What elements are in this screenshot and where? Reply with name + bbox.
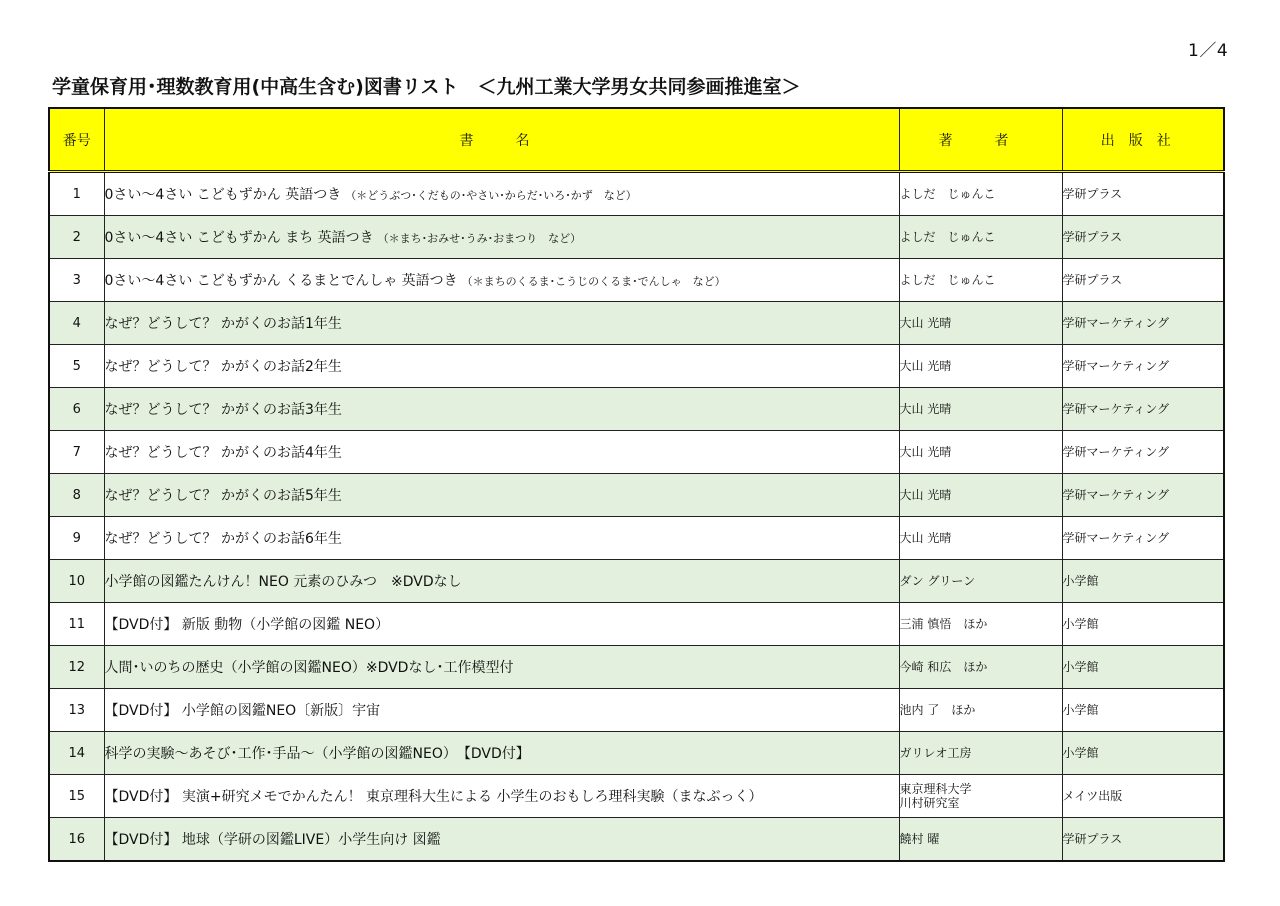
row-number: 15	[49, 775, 104, 818]
book-title-cell	[104, 474, 899, 517]
table-row	[49, 689, 1224, 732]
table-row	[49, 216, 1224, 259]
row-number: 1	[49, 172, 104, 216]
author-name: 大山 光晴	[899, 359, 952, 373]
book-title: 【DVD付】 実演+研究メモでかんたん！ 東京理科大生による 小学生のおもしろ理科実験（まなぶっく）	[104, 789, 763, 805]
author-cell	[899, 302, 1062, 345]
publisher-cell: 学研プラス	[1062, 259, 1224, 302]
table-row	[49, 172, 1224, 216]
book-title-cell	[104, 646, 899, 689]
row-number: 16	[49, 818, 104, 862]
publisher-cell: メイツ出版	[1062, 775, 1224, 818]
book-title-cell	[104, 560, 899, 603]
book-title: 0さい～4さい こどもずかん くるまとでんしゃ 英語つき	[104, 273, 458, 289]
header-title: 書 名	[104, 108, 899, 172]
author-name: ダン グリーン	[899, 574, 976, 588]
author-name: 大山 光晴	[899, 445, 952, 459]
author-cell	[899, 431, 1062, 474]
table-row	[49, 818, 1224, 862]
publisher-cell: 学研プラス	[1062, 216, 1224, 259]
table-row	[49, 603, 1224, 646]
book-subtitle-note: （＊まち･おみせ･うみ･おまつり など）	[377, 232, 582, 245]
row-number: 8	[49, 474, 104, 517]
book-subtitle-note: （＊まちのくるま･こうじのくるま･でんしゃ など）	[461, 275, 726, 288]
publisher-cell: 学研プラス	[1062, 818, 1224, 862]
author-name: 今崎 和広 ほか	[899, 660, 988, 674]
book-title-cell	[104, 689, 899, 732]
row-number: 9	[49, 517, 104, 560]
author-cell	[899, 732, 1062, 775]
row-number: 7	[49, 431, 104, 474]
publisher-cell: 小学館	[1062, 689, 1224, 732]
book-title-cell	[104, 216, 899, 259]
book-title: 0さい～4さい こどもずかん 英語つき	[104, 187, 342, 203]
author-cell	[899, 646, 1062, 689]
row-number: 13	[49, 689, 104, 732]
author-cell	[899, 775, 1062, 818]
book-title-cell	[104, 732, 899, 775]
publisher-cell: 学研マーケティング	[1062, 388, 1224, 431]
publisher-cell: 小学館	[1062, 603, 1224, 646]
author-name: 大山 光晴	[899, 488, 952, 502]
table-row	[49, 732, 1224, 775]
book-title-cell	[104, 345, 899, 388]
author-name: 池内 了 ほか	[899, 703, 976, 717]
book-title: なぜ？どうして？ かがくのお話1年生	[104, 316, 342, 332]
author-name: よしだ じゅんこ	[899, 230, 996, 244]
row-number: 5	[49, 345, 104, 388]
table-row	[49, 302, 1224, 345]
author-cell	[899, 689, 1062, 732]
table-row	[49, 345, 1224, 388]
publisher-cell: 学研マーケティング	[1062, 345, 1224, 388]
table-row	[49, 517, 1224, 560]
book-title: なぜ？どうして？ かがくのお話6年生	[104, 531, 342, 547]
book-title: 科学の実験～あそび･工作･手品～（小学館の図鑑NEO） 【DVD付】	[104, 746, 530, 762]
book-title-cell	[104, 431, 899, 474]
publisher-cell: 学研マーケティング	[1062, 302, 1224, 345]
header-number: 番号	[49, 108, 104, 172]
book-title-cell	[104, 172, 899, 216]
table-row	[49, 474, 1224, 517]
author-name: よしだ じゅんこ	[899, 273, 996, 287]
book-title-cell	[104, 775, 899, 818]
author-cell	[899, 560, 1062, 603]
author-name: 大山 光晴	[899, 531, 952, 545]
author-cell	[899, 345, 1062, 388]
table-row	[49, 388, 1224, 431]
table-row	[49, 646, 1224, 689]
row-number: 12	[49, 646, 104, 689]
book-title: なぜ？どうして？ かがくのお話3年生	[104, 402, 342, 418]
book-title-cell	[104, 388, 899, 431]
publisher-cell: 学研プラス	[1062, 172, 1224, 216]
author-name: 大山 光晴	[899, 402, 952, 416]
row-number: 10	[49, 560, 104, 603]
document-title: 学童保育用･理数教育用(中高生含む)図書リスト ＜九州工業大学男女共同参画推進室＞	[52, 76, 801, 98]
book-title-cell	[104, 517, 899, 560]
author-name: 三浦 慎悟 ほか	[899, 617, 988, 631]
author-cell	[899, 517, 1062, 560]
book-title: なぜ？どうして？ かがくのお話2年生	[104, 359, 342, 375]
author-cell	[899, 388, 1062, 431]
author-name: 東京理科大学	[899, 782, 972, 796]
header-publisher: 出版社	[1062, 108, 1224, 172]
table-row	[49, 431, 1224, 474]
author-cell	[899, 818, 1062, 862]
table-row	[49, 259, 1224, 302]
table-row	[49, 560, 1224, 603]
page-number: 1／4	[1188, 41, 1229, 61]
book-title-cell	[104, 818, 899, 862]
book-title-cell	[104, 259, 899, 302]
book-title: 【DVD付】 地球（学研の図鑑LIVE）小学生向け 図鑑	[104, 832, 441, 848]
book-title: なぜ？どうして？ かがくのお話5年生	[104, 488, 342, 504]
book-subtitle-note: （＊どうぶつ･くだもの･やさい･からだ･いろ･かず など）	[345, 189, 637, 202]
row-number: 11	[49, 603, 104, 646]
row-number: 3	[49, 259, 104, 302]
row-number: 4	[49, 302, 104, 345]
author-cell	[899, 474, 1062, 517]
row-number: 2	[49, 216, 104, 259]
publisher-cell: 小学館	[1062, 646, 1224, 689]
table-row	[49, 775, 1224, 818]
author-name: ガリレオ工房	[899, 746, 972, 760]
header-author: 著 者	[899, 108, 1062, 172]
author-name: 饒村 曜	[899, 832, 940, 846]
row-number: 14	[49, 732, 104, 775]
publisher-cell: 学研マーケティング	[1062, 517, 1224, 560]
author-cell	[899, 259, 1062, 302]
author-name: 大山 光晴	[899, 316, 952, 330]
publisher-cell: 小学館	[1062, 560, 1224, 603]
publisher-cell: 学研マーケティング	[1062, 431, 1224, 474]
book-list-table	[48, 107, 1225, 862]
author-cell	[899, 603, 1062, 646]
book-title: 【DVD付】 小学館の図鑑NEO〔新版〕宇宙	[104, 703, 381, 719]
book-title: 小学館の図鑑たんけん！NEO 元素のひみつ ※DVDなし	[104, 574, 462, 590]
publisher-cell: 学研マーケティング	[1062, 474, 1224, 517]
author-cell	[899, 172, 1062, 216]
publisher-cell: 小学館	[1062, 732, 1224, 775]
book-title-cell	[104, 603, 899, 646]
book-title: 人間･いのちの歴史（小学館の図鑑NEO）※DVDなし･工作模型付	[104, 660, 514, 676]
author-cell	[899, 216, 1062, 259]
author-name-line2: 川村研究室	[899, 796, 960, 810]
book-title-cell	[104, 302, 899, 345]
book-title: 0さい～4さい こどもずかん まち 英語つき	[104, 230, 374, 246]
row-number: 6	[49, 388, 104, 431]
author-name: よしだ じゅんこ	[899, 187, 996, 201]
table-header-row	[49, 108, 1224, 172]
book-title: 【DVD付】 新版 動物（小学館の図鑑 NEO）	[104, 617, 390, 633]
book-title: なぜ？どうして？ かがくのお話4年生	[104, 445, 342, 461]
